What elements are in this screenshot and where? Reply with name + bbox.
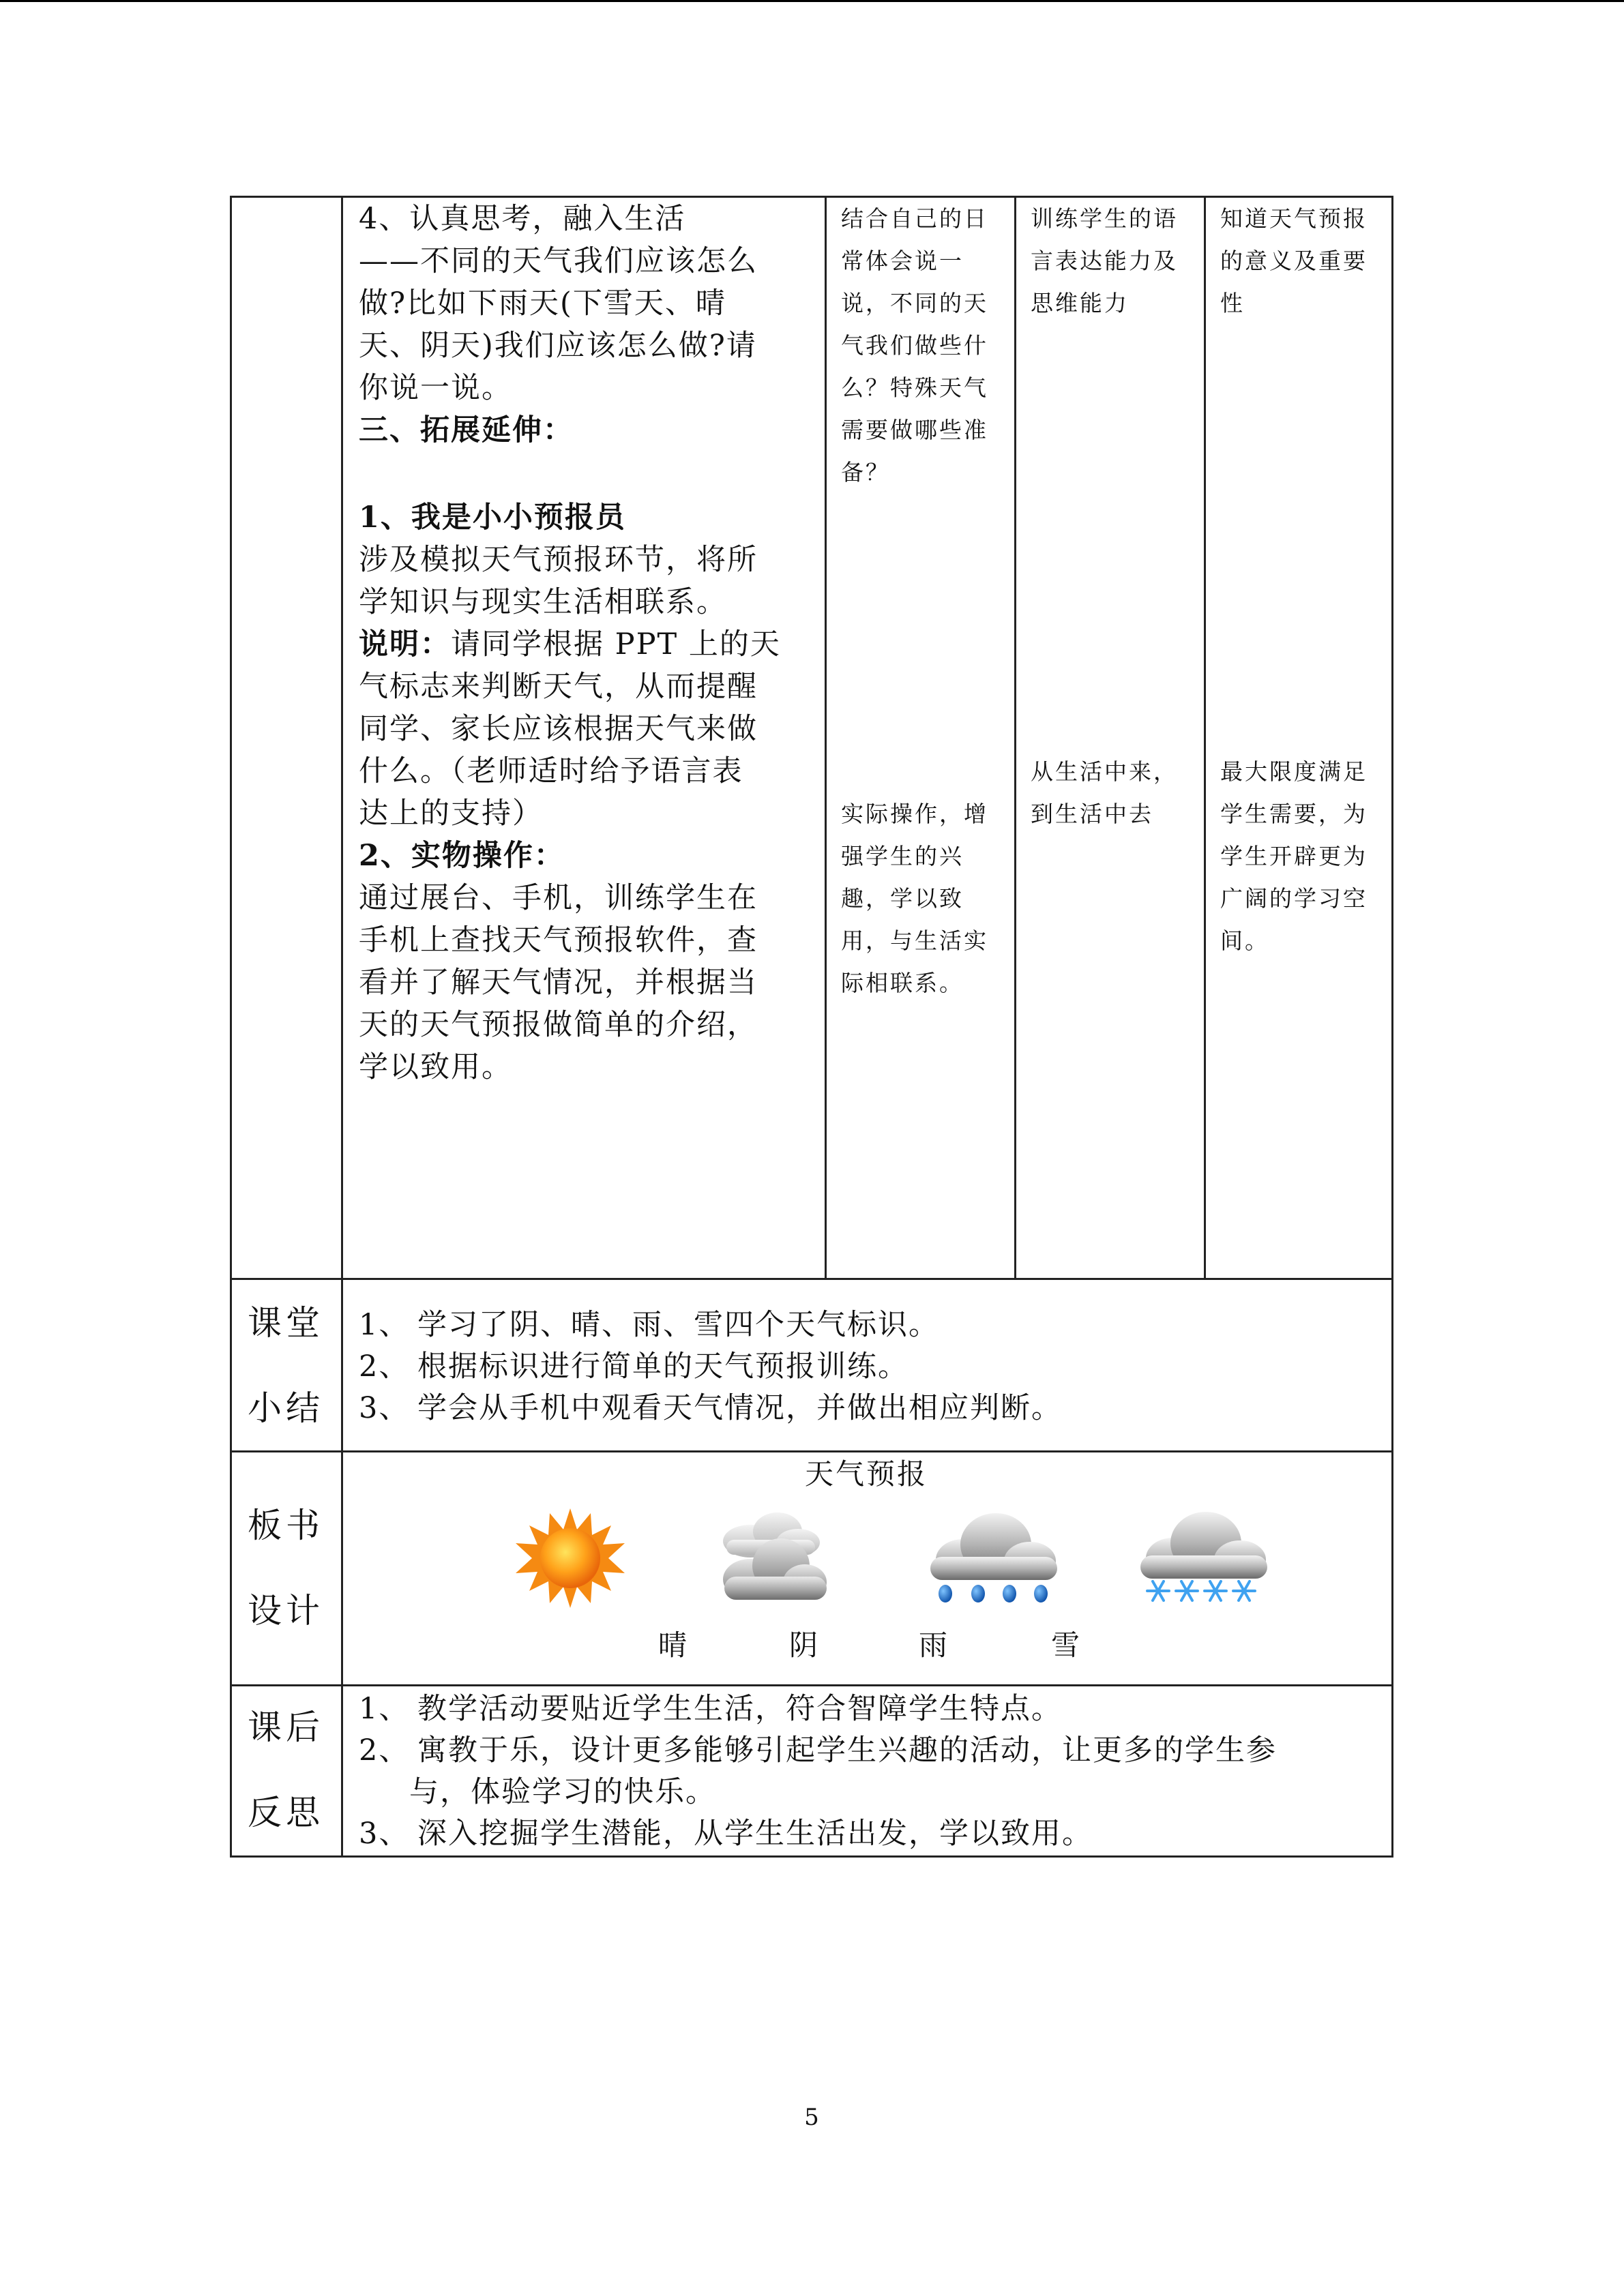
content-line: ——不同的天气我们应该怎么 — [359, 244, 758, 278]
content-line: 你说一说。 — [359, 371, 512, 405]
weather-label-cloudy: 阴 — [788, 1628, 818, 1662]
design-intent-top — [1031, 198, 1178, 325]
top-border — [0, 0, 1624, 2]
board-label-line: 设计 — [248, 1591, 324, 1630]
subsection-heading: 1、我是小小预报员 — [359, 501, 626, 535]
text-line: 实际操作，增 — [841, 801, 988, 827]
text-line: 结合自己的日 — [841, 205, 988, 232]
board-title: 天气预报 — [804, 1457, 928, 1491]
list-item — [359, 1387, 1062, 1429]
item-number: 3、 — [359, 1391, 410, 1425]
text-line: 到生活中去 — [1031, 801, 1153, 827]
text-line: 广阔的学习空 — [1220, 885, 1368, 912]
text-line: 性 — [1220, 290, 1245, 316]
item-text: 深入挖掘学生潜能，从学生生活出发，学以致用。 — [417, 1817, 1093, 1851]
item-text: 根据标识进行简单的天气预报训练。 — [417, 1350, 909, 1384]
content-line: 学以致用。 — [359, 1050, 512, 1084]
summary-label-line: 课堂 — [248, 1303, 324, 1343]
board-label — [231, 1505, 341, 1631]
content-line: 通过展台、手机，训练学生在 — [359, 881, 758, 915]
text-line: 言表达能力及 — [1031, 248, 1178, 274]
list-item-continuation: 与，体验学习的快乐。 — [409, 1775, 716, 1809]
list-item — [359, 1688, 1062, 1730]
item-number: 2、 — [359, 1350, 410, 1384]
text-line: 趣，学以致 — [841, 885, 964, 912]
text-line: 么？特殊天气 — [841, 374, 988, 401]
item-text: 学会从手机中观看天气情况，并做出相应判断。 — [417, 1391, 1062, 1425]
list-item — [359, 1729, 1277, 1772]
text-line: 学生需要，为 — [1220, 801, 1368, 827]
summary-label — [231, 1302, 341, 1429]
text-line: 训练学生的语 — [1031, 205, 1178, 232]
list-item — [359, 1304, 939, 1346]
cloudy-icon — [703, 1506, 839, 1608]
list-item — [359, 1813, 1093, 1855]
item-text: 寓教于乐，设计更多能够引起学生兴趣的活动，让更多的学生参 — [417, 1733, 1277, 1768]
item-number: 2、 — [359, 1733, 410, 1768]
note-line — [359, 623, 781, 666]
text-line: 强学生的兴 — [841, 843, 964, 869]
item-number: 1、 — [359, 1308, 410, 1342]
text-line: 知道天气预报 — [1220, 205, 1368, 232]
design-intent-bottom — [1031, 751, 1178, 835]
text-line: 气我们做些什 — [841, 332, 988, 359]
summary-label-line: 小结 — [248, 1388, 324, 1428]
sun-icon — [510, 1507, 630, 1609]
student-activity-top — [841, 198, 988, 494]
text-line: 说，不同的天 — [841, 290, 988, 316]
snow-icon — [1131, 1510, 1274, 1609]
reflection-label-line: 课后 — [248, 1708, 324, 1747]
content-line: 什么。（老师适时给予语言表 — [359, 754, 743, 788]
content-line: 手机上查找天气预报软件，查 — [359, 923, 758, 957]
weather-label-snow: 雪 — [1050, 1628, 1080, 1662]
text-line: 从生活中来， — [1031, 758, 1178, 785]
content-line: 4、认真思考，融入生活 — [359, 202, 686, 236]
content-line: 天、阴天)我们应该怎么做?请 — [359, 329, 757, 363]
text-line: 常体会说一 — [841, 248, 964, 274]
text-line: 思维能力 — [1031, 290, 1129, 316]
text-line: 学生开辟更为 — [1220, 843, 1368, 869]
content-line: 学知识与现实生活相联系。 — [359, 585, 727, 619]
text-line: 的意义及重要 — [1220, 248, 1368, 274]
weather-label-rain: 雨 — [918, 1628, 947, 1662]
rain-icon — [921, 1510, 1064, 1609]
section-heading: 三、拓展延伸： — [359, 413, 574, 447]
student-activity-bottom — [841, 793, 988, 1004]
item-number: 3、 — [359, 1817, 410, 1851]
text-line: 间。 — [1220, 927, 1269, 954]
text-line: 用，与生活实 — [841, 927, 988, 954]
text-line: 备？ — [841, 459, 890, 486]
note-label: 说明： — [359, 627, 451, 661]
reflection-label-line: 反思 — [248, 1793, 324, 1832]
content-line: 气标志来判断天气，从而提醒 — [359, 670, 758, 704]
content-line: 天的天气预报做简单的介绍， — [359, 1008, 758, 1042]
page-number: 5 — [804, 2104, 819, 2131]
board-label-line: 板书 — [248, 1506, 324, 1545]
goal-top — [1220, 198, 1368, 325]
text-line: 际相联系。 — [841, 970, 964, 996]
content-line: 做?比如下雨天(下雪天、晴 — [359, 286, 726, 320]
content-line: 达上的支持） — [359, 796, 543, 831]
item-number: 1、 — [359, 1692, 410, 1726]
goal-bottom — [1220, 751, 1368, 962]
content-line: 同学、家长应该根据天气来做 — [359, 712, 758, 746]
text-line: 最大限度满足 — [1220, 758, 1368, 785]
note-text: 请同学根据 PPT 上的天 — [451, 627, 781, 661]
content-line: 涉及模拟天气预报环节，将所 — [359, 543, 758, 577]
subsection-heading: 2、实物操作： — [359, 839, 565, 873]
item-text: 学习了阴、晴、雨、雪四个天气标识。 — [417, 1308, 939, 1342]
content-line: 看并了解天气情况，并根据当 — [359, 966, 758, 1000]
text-line: 需要做哪些准 — [841, 417, 988, 443]
weather-label-sunny: 晴 — [658, 1628, 687, 1662]
item-text: 教学活动要贴近学生生活，符合智障学生特点。 — [417, 1692, 1062, 1726]
list-item — [359, 1345, 909, 1388]
reflection-label — [231, 1707, 341, 1833]
